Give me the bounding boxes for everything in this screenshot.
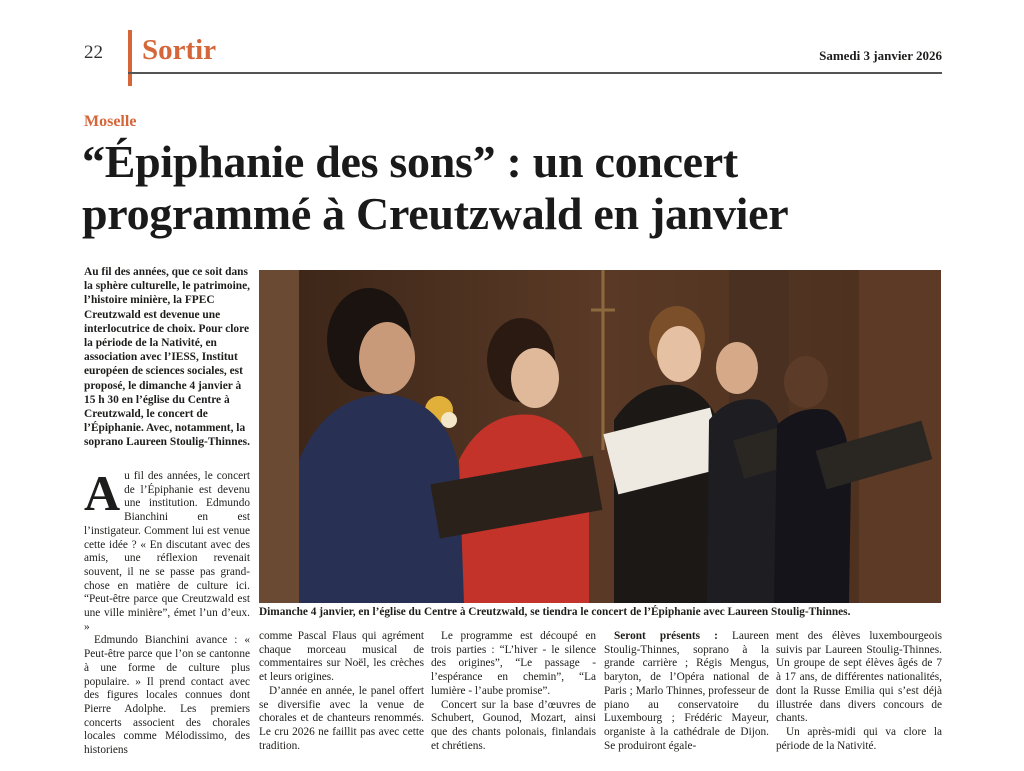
header-rule	[128, 72, 942, 74]
article-column-1	[84, 465, 250, 758]
page-header	[84, 28, 942, 78]
article-column-3	[431, 630, 596, 753]
paragraph: Un après-midi qui va clore la période de la Nativité.	[776, 725, 942, 752]
concert-photo	[259, 270, 941, 603]
standfirst: Au fil des années, que ce soit dans la sphère culturelle, le patrimoine, l’histoire minière, la FPEC Creutzwald est devenue une interlocutrice de choix. Pour clore la période de la Nativité, en association avec l’IESS, Institut européen de sciences sociales, est proposé, le dimanche 4 janvier à 15 h 30 en l’église du Centre à Creutzwald, le concert de l’Épiphanie. Avec, notamment, la soprano Laureen Stoulig-Thinnes.	[84, 266, 250, 449]
issue-date: Samedi 3 janvier 2026	[819, 48, 942, 63]
paragraph: comme Pascal Flaus qui agrément chaque morceau musical de commentaires sur Noël, les crèches et leurs origines.	[259, 630, 424, 684]
paragraph-lead: Seront présents :	[614, 630, 718, 642]
paragraph: D’année en année, le panel offert se diversifie avec la venue de chorales et de chanteurs renommés. Le cru 2026 ne faillit pas avec cette tradition.	[259, 684, 424, 752]
drop-cap: A	[84, 465, 121, 521]
choir-singers-image	[259, 270, 941, 603]
paragraph: Concert sur la base d’œuvres de Schubert, Gounod, Mozart, ainsi que des chants polonais, finlandais et chrétiens.	[431, 698, 596, 752]
section-divider	[128, 30, 132, 86]
photo-caption: Dimanche 4 janvier, en l’église du Centre à Creutzwald, se tiendra le concert de l’Épiphanie avec Laureen Stoulig-Thinnes.	[259, 606, 851, 618]
paragraph: ment des élèves luxembourgeois suivis par Laureen Stoulig-Thinnes. Un groupe de sept élèves âgés de 7 à 17 ans, de différentes nationalités, dont la Russe Emilia qui s’est déjà illustrée dans divers concours de chants.	[776, 630, 942, 725]
kicker: Moselle	[84, 113, 137, 130]
paragraph: Edmundo Bianchini avance : « Peut-être parce que l’on se cantonne à une forme de culture plus populaire. » Il prend contact avec des figures locales connues dont Pierre Adolphe. Les premiers concerts associent des chorales locales comme Mélodissimo, des historiens	[84, 634, 250, 757]
article-column-4	[604, 630, 769, 753]
paragraph: Le programme est découpé en trois parties : “L’hiver - le silence des origines”, “Le passage - l’espérance en chemin”, “La lumière - l’aube promise”.	[431, 630, 596, 697]
headline: “Épiphanie des sons” : un concert programmé à Creutzwald en janvier	[82, 136, 789, 239]
page-number: 22	[84, 42, 103, 63]
paragraph: u fil des années, le concert de l’Épiphanie est devenu une institution. Edmundo Bianchini en est l’instigateur. Comment lui est venue cette idée ? « En discutant avec des amis, une réflexion revenait souvent, il ne se passe pas grand-chose en matière de culture ici. “Peut-être parce que Creutzwald est une ville minière”, émet l’un d’eux. »	[84, 470, 250, 633]
section-title: Sortir	[142, 34, 217, 66]
article-column-2	[259, 630, 424, 753]
paragraph: Laureen Stoulig-Thinnes, soprano à la grande carrière ; Régis Mengus, baryton, de l’Opéra national de Paris ; Marlo Thinnes, professeur de piano au conservatoire du Luxembourg ; Frédéric Mayeur, organiste à la cathédrale de Dijon. Se produiront égale-	[604, 630, 769, 752]
article-column-5	[776, 630, 942, 753]
